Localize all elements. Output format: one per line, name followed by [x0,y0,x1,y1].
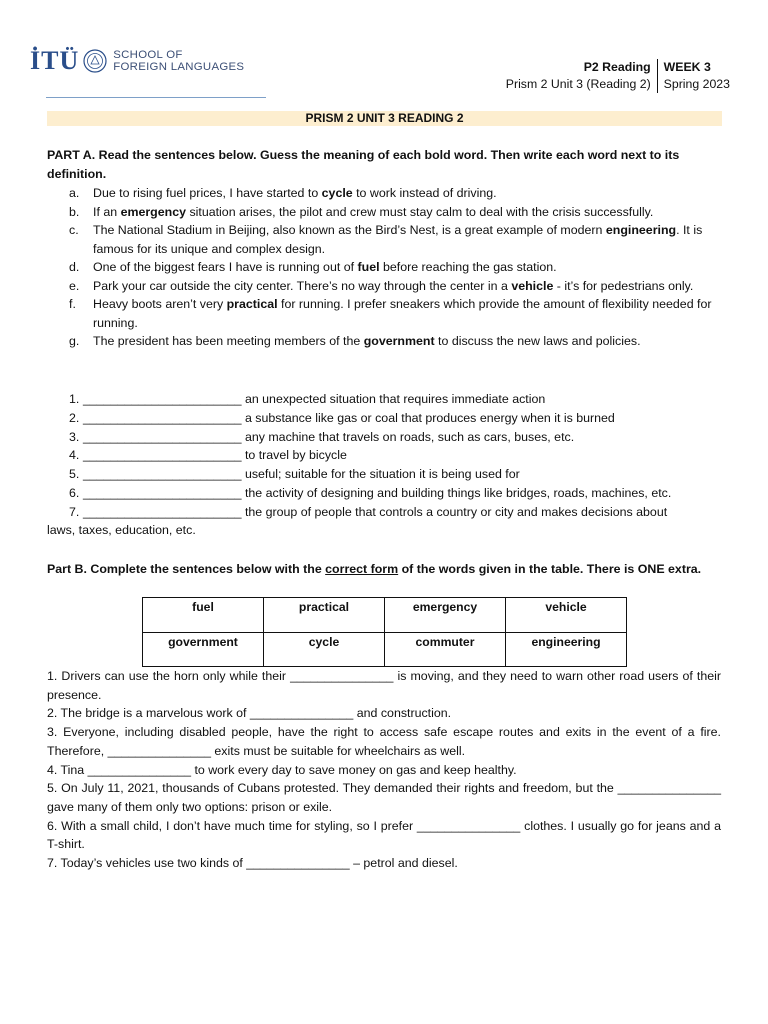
item-letter: f. [69,297,76,311]
definition-text: to travel by bicycle [241,448,347,463]
list-item [47,446,722,465]
item-number: 2. [69,410,80,425]
sentence-text: Due to rising fuel prices, I have started to [93,186,322,200]
definition-text: an unexpected situation that requires immediate action [241,392,546,406]
sentence-text: to work instead of driving. [352,186,497,200]
bold-word: fuel [357,260,380,274]
school-name-line2: FOREIGN LANGUAGES [113,61,245,73]
worksheet-title: PRISM 2 UNIT 3 READING 2 [47,111,722,126]
bold-word: engineering [605,223,677,237]
part-a-definitions [47,390,722,522]
item-number: 6. [69,485,80,500]
item-letter: d. [69,260,80,274]
gap-fill-sentence: 7. Today’s vehicles use two kinds of _______________ – petrol and diesel. [47,856,458,871]
list-item [47,428,722,447]
item-number: 3. [69,429,80,444]
gap-fill-sentence: 5. On July 11, 2021, thousands of Cubans protested. They demanded their rights and freedom, but the _______________ gave many of them only two options: prison or exile. [47,781,721,814]
course-info [506,59,730,93]
unit-name: Prism 2 Unit 3 (Reading 2) [505,77,651,91]
university-seal-icon [83,49,107,73]
part-b-instruction-end: of the words given in the table. There is ONE extra. [398,562,702,576]
definition-text: any machine that travels on roads, such as cars, buses, etc. [241,429,575,444]
sentence-text: for running. I prefer sneakers which provide the amount of flexibility needed for running. [93,297,712,330]
school-name [113,49,244,74]
list-item [47,503,722,522]
list-item [47,390,722,409]
list-item [47,221,722,258]
school-name-line1: SCHOOL OF [113,48,183,61]
bold-word: government [363,334,435,348]
sentence-text: before reaching the gas station. [379,260,557,274]
definition-text: the activity of designing and building things like bridges, roads, machines, etc. [241,485,672,500]
course-name: P2 Reading [583,60,651,74]
list-item [47,295,722,332]
word-cell: fuel [143,598,264,633]
gap-fill-sentence: 1. Drivers can use the horn only while their _______________ is moving, and they need to warn other road users of their presence. [47,669,721,702]
bold-word: vehicle [511,278,554,293]
part-b-instruction-underlined: correct form [325,562,399,576]
item-letter: g. [69,334,80,348]
item-letter: e. [69,278,80,293]
list-item [47,409,722,428]
item-number: 5. [69,467,80,482]
sentence-text: . It is famous for its unique and complex design. [93,223,703,256]
list-item [47,184,722,203]
sentence-text: Park your car outside the city center. There’s no way through the center in a [93,278,512,293]
sentence-text: The National Stadium in Beijing, also known as the Bird’s Nest, is a great example of modern [93,223,606,237]
list-item [47,332,722,351]
school-logo [30,48,244,74]
word-cell: emergency [385,598,506,633]
answer-blank[interactable]: _______________________ [83,467,242,482]
list-item [47,203,722,222]
itu-logo-text: İTÜ [30,46,80,75]
answer-blank[interactable]: _______________________ [83,485,242,500]
part-a-instruction: PART A. Read the sentences below. Guess the meaning of each bold word. Then write each word next to its definition. [47,148,680,181]
definition-text: the group of people that controls a country or city and makes decisions about [241,504,668,519]
sentence-text: One of the biggest fears I have is running out of [93,260,358,274]
part-b-instruction [47,560,727,579]
item-number: 1. [69,392,80,406]
bold-word: emergency [120,204,186,219]
answer-blank[interactable]: _______________________ [83,392,242,406]
item-letter: c. [69,223,79,237]
list-item [47,258,722,277]
sentence-text: The president has been meeting members of the [93,334,364,348]
sentence-text: If an [93,204,121,219]
page-header [30,44,730,100]
gap-fill-sentence: 6. With a small child, I don’t have much time for styling, so I prefer _______________ clothes. I usually go for jeans and a T-shirt. [47,818,721,852]
answer-blank[interactable]: _______________________ [83,410,242,425]
item-letter: a. [69,186,80,200]
table-row [143,632,627,667]
definition-text: a substance like gas or coal that produces energy when it is burned [241,410,615,425]
header-divider [46,97,266,98]
sentence-text: to discuss the new laws and policies. [434,334,641,348]
item-letter: b. [69,204,80,219]
word-cell: cycle [264,632,385,667]
sentence-text: Heavy boots aren’t very [93,297,227,311]
bold-word: cycle [321,186,353,200]
gap-fill-sentence: 4. Tina _______________ to work every day to save money on gas and keep healthy. [47,762,517,777]
table-row [143,598,627,633]
word-cell: practical [264,598,385,633]
sentence-text: situation arises, the pilot and crew must stay calm to deal with the crisis successfully. [186,204,654,219]
week-label: WEEK 3 [663,60,711,74]
answer-blank[interactable]: _______________________ [83,429,242,444]
list-item [47,484,722,503]
definition-text: useful; suitable for the situation it is being used for [241,467,520,482]
list-item [47,277,722,296]
term-label: Spring 2023 [663,77,730,91]
definition-7-continuation: laws, taxes, education, etc. [47,523,196,537]
item-number: 7. [69,504,80,519]
answer-blank[interactable]: _______________________ [83,504,242,519]
gap-fill-sentence: 2. The bridge is a marvelous work of _______________ and construction. [47,706,452,721]
word-bank-table [142,597,627,667]
part-b-sentences [47,667,721,873]
gap-fill-sentence: 3. Everyone, including disabled people, have the right to access safe escape routes and exits in the event of a fire. Therefore, _______________ exits must be suitable for wheelchairs as well. [47,725,721,758]
word-cell: vehicle [506,598,627,633]
item-number: 4. [69,448,80,463]
word-cell: commuter [385,632,506,667]
part-a-sentences [47,184,722,351]
sentence-text: - it’s for pedestrians only. [553,278,694,293]
answer-blank[interactable]: _______________________ [83,448,242,463]
word-cell: engineering [506,632,627,667]
list-item [47,465,722,484]
part-b-instruction-start: Part B. Complete the sentences below with the [47,562,326,576]
word-cell: government [143,632,264,667]
bold-word: practical [226,297,278,311]
